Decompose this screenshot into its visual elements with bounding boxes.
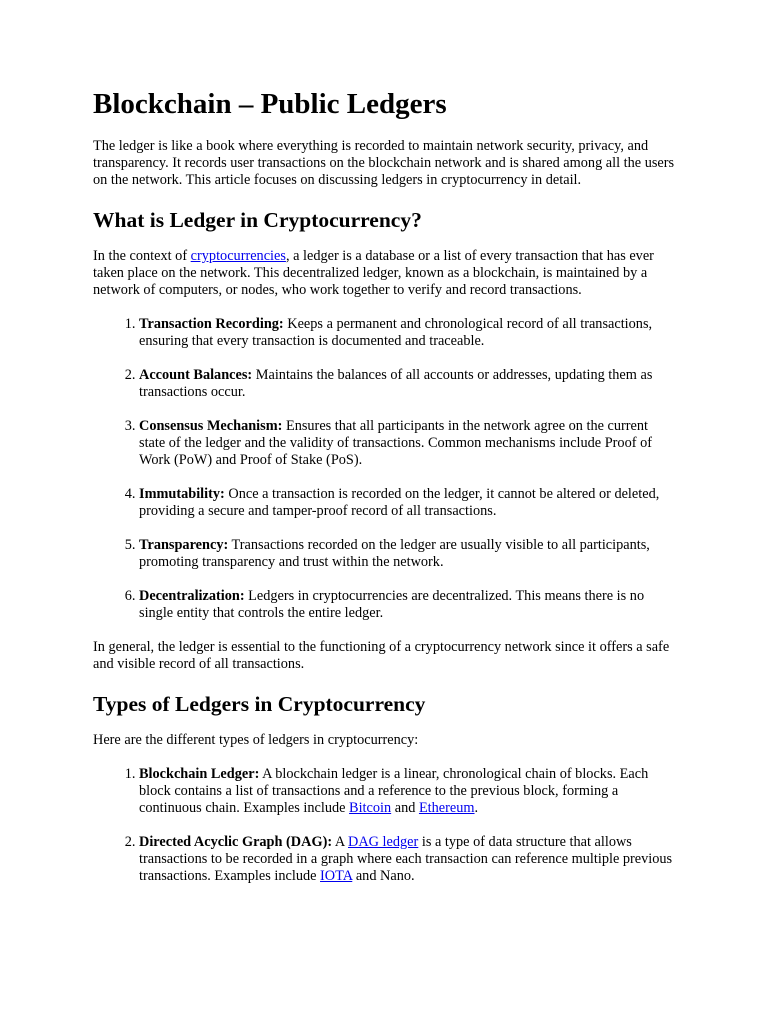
definition-prefix: In the context of (93, 248, 191, 264)
list-item-term: Transparency: (139, 537, 229, 553)
list-item-text: A blockchain ledger is a linear, chronological chain of blocks. Each block contains a list of transactions and a reference to the previous block, forming a continuous chain. Examples include (139, 766, 649, 816)
ledger-types-list (93, 766, 675, 885)
list-item (139, 418, 675, 469)
section-heading-what-is-ledger: What is Ledger in Cryptocurrency? (93, 208, 422, 232)
list-item-text: and Nano. (352, 868, 415, 884)
list-item-term: Account Balances: (139, 367, 253, 383)
ledger-features-list (93, 316, 675, 622)
list-item-text: A (332, 834, 348, 850)
list-item-text: Maintains the balances of all accounts or addresses, updating them as transactions occur. (139, 367, 653, 400)
list-item-text: Ensures that all participants in the network agree on the current state of the ledger and the validity of transactions. Common mechanisms include Proof of Work (PoW) and Proof of Stake (PoS). (139, 418, 652, 468)
definition-suffix: , a ledger is a database or a list of every transaction that has ever taken place on the network. This decentralized ledger, known as a blockchain, is maintained by a network of computers, or nodes, who work together to verify and record transactions. (93, 248, 654, 298)
list-item (139, 834, 675, 885)
list-item-text: Once a transaction is recorded on the ledger, it cannot be altered or deleted, providing a secure and tamper-proof record of all transactions. (139, 486, 660, 519)
dag-ledger-link[interactable]: DAG ledger (348, 834, 419, 850)
list-item-text: is a type of data structure that allows transactions to be recorded in a graph where each transaction can reference multiple previous transactions. Examples include (139, 834, 673, 884)
iota-link[interactable]: IOTA (320, 868, 353, 884)
list-item (139, 316, 675, 350)
list-item-term: Decentralization: (139, 588, 245, 604)
list-item-text: Ledgers in cryptocurrencies are decentralized. This means there is no single entity that controls the entire ledger. (139, 588, 645, 621)
list-item (139, 766, 675, 817)
list-item-text: Transactions recorded on the ledger are usually visible to all participants, promoting transparency and trust within the network. (139, 537, 650, 570)
list-item-term: Immutability: (139, 486, 225, 502)
list-item-text: and (391, 800, 419, 816)
list-item-term: Consensus Mechanism: (139, 418, 283, 434)
list-item (139, 588, 675, 622)
list-item-term: Transaction Recording: (139, 316, 284, 332)
intro-paragraph: The ledger is like a book where everything is recorded to maintain network security, privacy, and transparency. It records user transactions on the blockchain network and is shared among all the users on the network. This article focuses on discussing ledgers in cryptocurrency in detail. (93, 138, 675, 188)
list-item-text: Keeps a permanent and chronological record of all transactions, ensuring that every transaction is documented and traceable. (139, 316, 653, 349)
list-item (139, 367, 675, 401)
list-item-term: Blockchain Ledger: (139, 766, 260, 782)
bitcoin-link[interactable]: Bitcoin (349, 800, 392, 816)
list-item-text: . (474, 800, 479, 816)
list-item (139, 537, 675, 571)
list-item-term: Directed Acyclic Graph (DAG): (139, 834, 333, 850)
ethereum-link[interactable]: Ethereum (418, 800, 475, 816)
page-title: Blockchain – Public Ledgers (93, 88, 447, 120)
cryptocurrencies-link[interactable]: cryptocurrencies (190, 248, 286, 264)
list-item (139, 486, 675, 520)
types-intro-paragraph: Here are the different types of ledgers in cryptocurrency: (93, 732, 419, 748)
ledger-definition-paragraph (93, 248, 675, 299)
closing-paragraph: In general, the ledger is essential to the functioning of a cryptocurrency network since it offers a safe and visible record of all transactions. (93, 639, 670, 672)
section-heading-types-of-ledgers: Types of Ledgers in Cryptocurrency (93, 692, 426, 716)
